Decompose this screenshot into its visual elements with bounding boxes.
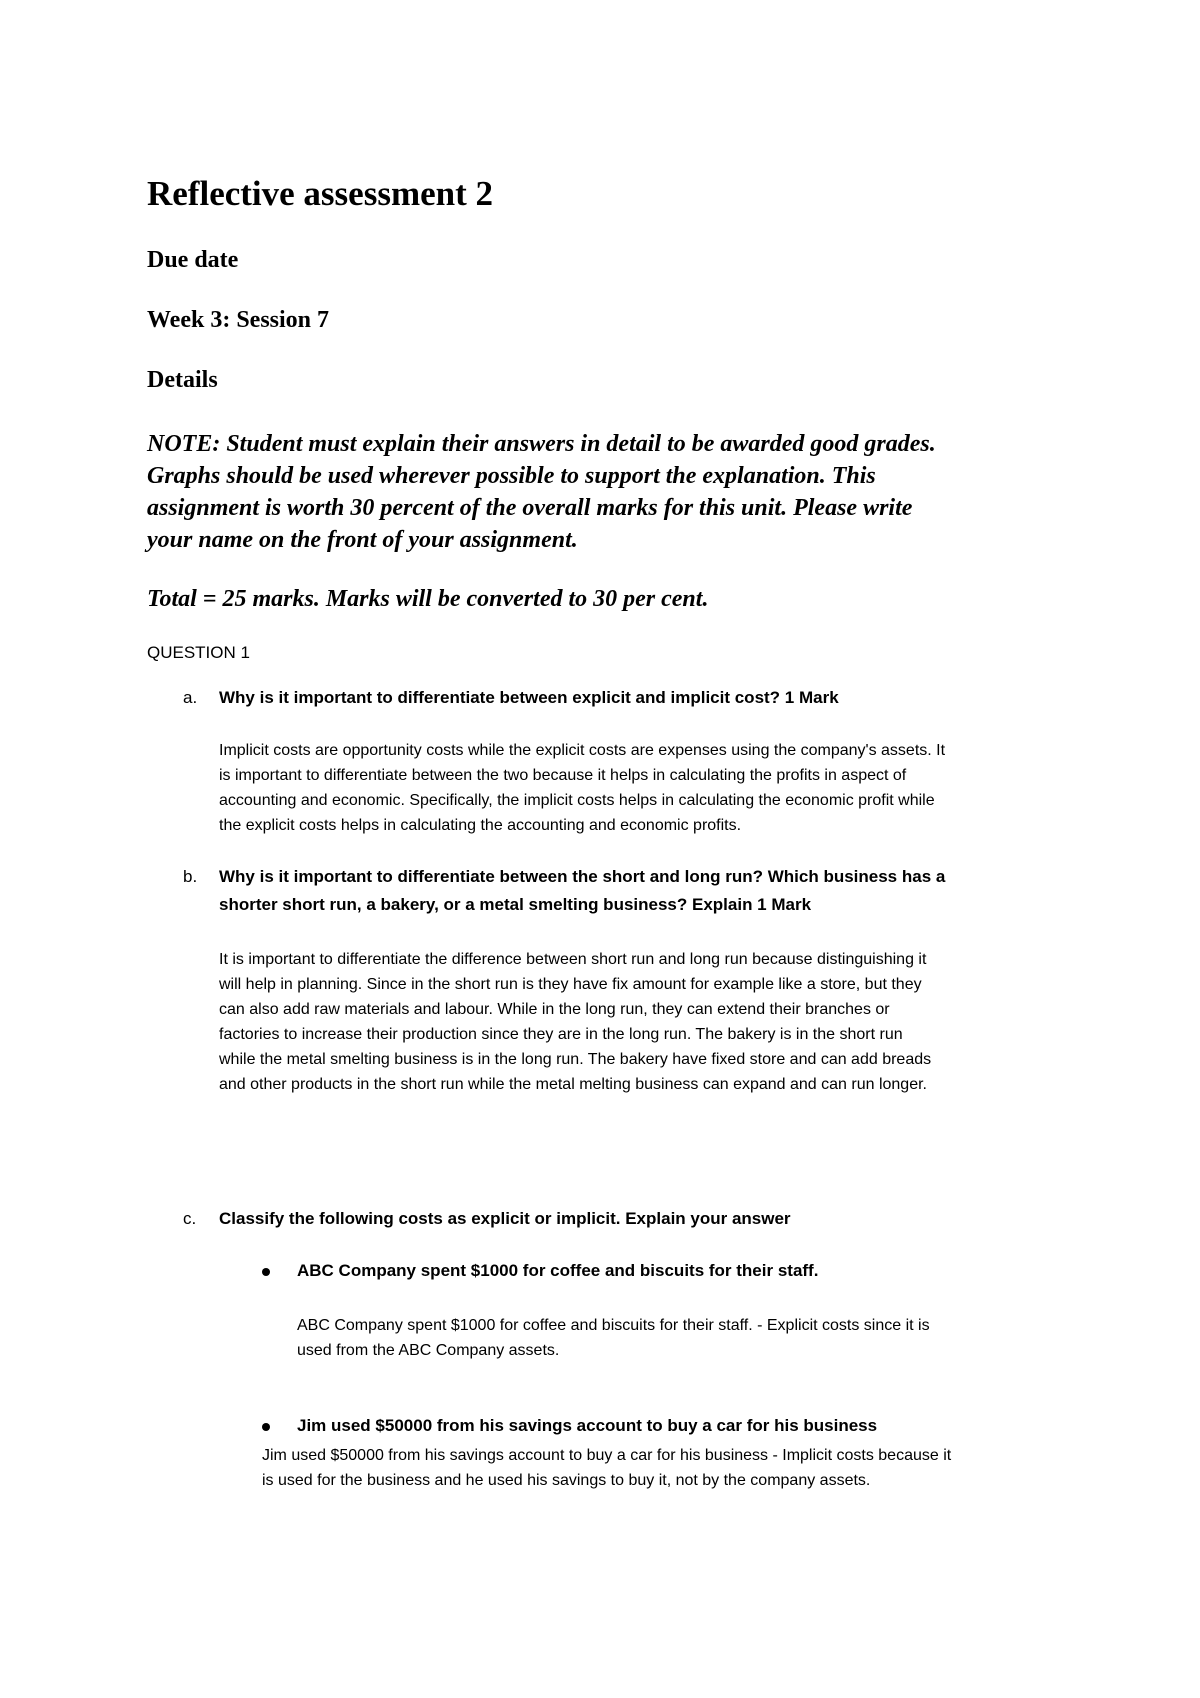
part-c-question: Classify the following costs as explicit or implicit. Explain your answer bbox=[219, 1209, 791, 1228]
bullet-icon bbox=[262, 1423, 270, 1431]
part-a-answer-line: accounting and economic. Specifically, the implicit costs helps in calculating the economic profit while bbox=[219, 792, 935, 809]
part-b-answer-line: while the metal smelting business is in the long run. The bakery have fixed store and can add breads bbox=[219, 1051, 932, 1068]
part-b-answer-line: will help in planning. Since in the short run is they have fix amount for example like a store, but they bbox=[219, 976, 922, 993]
part-c-item-1-answer-line: ABC Company spent $1000 for coffee and biscuits for their staff. - Explicit costs since it is bbox=[297, 1317, 930, 1334]
due-date-value: Week 3: Session 7 bbox=[147, 307, 330, 333]
part-c-marker: c. bbox=[183, 1209, 197, 1228]
part-b-answer-line: and other products in the short run while the metal melting business can expand and can run longer. bbox=[219, 1076, 927, 1093]
details-label: Details bbox=[147, 367, 218, 393]
document-title: Reflective assessment 2 bbox=[147, 174, 494, 213]
part-a-answer-line: is important to differentiate between the two because it helps in calculating the profits in aspect of bbox=[219, 767, 907, 784]
note-line: Graphs should be used wherever possible to support the explanation. This bbox=[147, 463, 876, 489]
part-a-question: Why is it important to differentiate between explicit and implicit cost? 1 Mark bbox=[219, 688, 839, 707]
question-1-heading: QUESTION 1 bbox=[147, 643, 250, 662]
note-line: your name on the front of your assignment. bbox=[147, 527, 578, 553]
part-c-item-2: Jim used $50000 from his savings account to buy a car for his business bbox=[297, 1416, 878, 1435]
part-c-item-1-answer-line: used from the ABC Company assets. bbox=[297, 1342, 560, 1359]
part-b-answer-line: factories to increase their production since they are in the long run. The bakery is in the short run bbox=[219, 1026, 903, 1043]
part-c-item-2-answer-line: Jim used $50000 from his savings account to buy a car for his business - Implicit costs because it bbox=[262, 1447, 952, 1464]
total-marks-note: Total = 25 marks. Marks will be converted to 30 per cent. bbox=[147, 586, 709, 612]
due-date-label: Due date bbox=[147, 247, 239, 273]
part-c-item-2-answer-line: is used for the business and he used his savings to buy it, not by the company assets. bbox=[262, 1472, 871, 1489]
note-line: assignment is worth 30 percent of the overall marks for this unit. Please write bbox=[147, 495, 913, 521]
bullet-icon bbox=[262, 1268, 270, 1276]
part-b-answer-line: can also add raw materials and labour. While in the long run, they can extend their branches or bbox=[219, 1001, 890, 1018]
part-c-item-1: ABC Company spent $1000 for coffee and biscuits for their staff. bbox=[297, 1261, 819, 1280]
part-a-marker: a. bbox=[183, 688, 198, 707]
note-line: NOTE: Student must explain their answers in detail to be awarded good grades. bbox=[147, 431, 936, 457]
part-a-answer-line: Implicit costs are opportunity costs while the explicit costs are expenses using the company's assets. It bbox=[219, 742, 946, 759]
part-b-question-line: Why is it important to differentiate between the short and long run? Which business has a bbox=[219, 867, 946, 886]
part-b-answer-line: It is important to differentiate the difference between short run and long run because distinguishing it bbox=[219, 951, 927, 968]
part-b-question-line: shorter short run, a bakery, or a metal smelting business? Explain 1 Mark bbox=[219, 895, 812, 914]
part-a-answer-line: the explicit costs helps in calculating the accounting and economic profits. bbox=[219, 817, 742, 834]
part-b-marker: b. bbox=[183, 867, 198, 886]
